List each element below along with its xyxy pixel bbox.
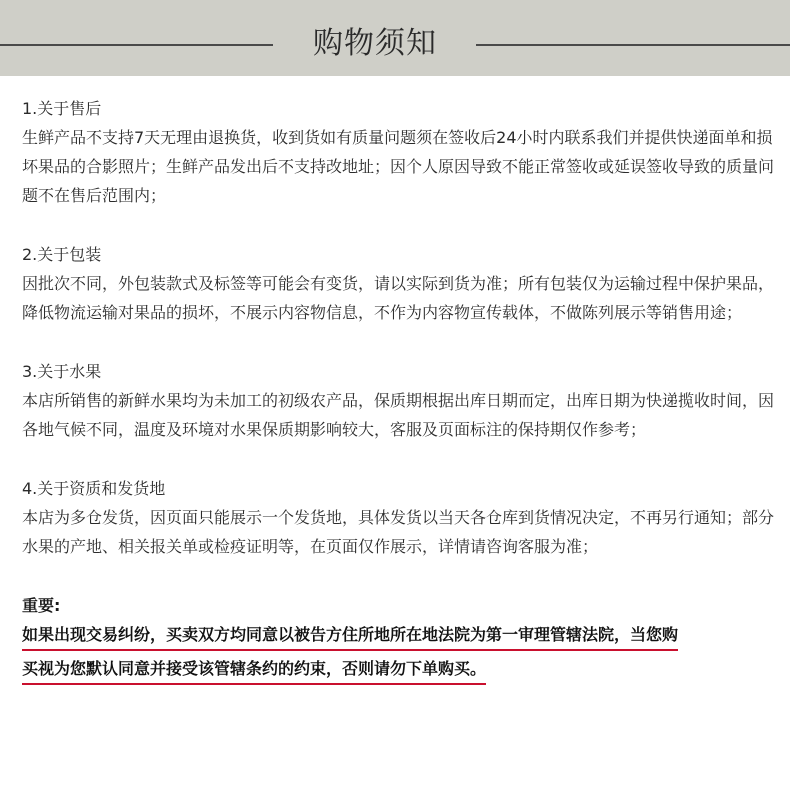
header-rule-left [0,44,273,46]
section-heading: 1.关于售后 [22,99,102,118]
important-notice [22,591,774,685]
section-heading: 3.关于水果 [22,362,102,381]
section-fruit [22,357,774,444]
section-heading: 4.关于资质和发货地 [22,479,166,498]
section-after-sales [22,94,774,210]
important-warning-line-2: 买视为您默认同意并接受该管辖条约的约束，否则请勿下单购买。 [22,654,486,685]
notice-content [22,94,774,688]
section-packaging [22,240,774,327]
header-rule-right [476,44,790,46]
section-body: 本店为多仓发货，因页面只能展示一个发货地，具体发货以当天各仓库到货情况决定，不再另行通知；部分水果的产地、相关报关单或检疫证明等，在页面仅作展示，详情请咨询客服为准； [22,508,775,556]
section-body: 因批次不同，外包装款式及标签等可能会有变货，请以实际到货为准；所有包装仅为运输过程中保护果品，降低物流运输对果品的损坏，不展示内容物信息，不作为内容物宣传载体，不做陈列展示等销售用途； [22,274,775,322]
important-warning-line-1: 如果出现交易纠纷，买卖双方均同意以被告方住所地所在地法院为第一审理管辖法院，当您购 [22,620,678,651]
header-banner [0,0,790,76]
page-title: 购物须知 [313,26,437,61]
section-body: 本店所销售的新鲜水果均为未加工的初级农产品，保质期根据出库日期而定，出库日期为快递揽收时间，因各地气候不同，温度及环境对水果保质期影响较大，客服及页面标注的保持期仅作参考； [22,391,775,439]
section-body: 生鲜产品不支持7天无理由退换货，收到货如有质量问题须在签收后24小时内联系我们并提供快递面单和损坏果品的合影照片；生鲜产品发出后不支持改地址；因个人原因导致不能正常签收或延误签收导致的质量问题不在售后范围内； [22,128,775,205]
section-qualification-shipping [22,474,774,561]
important-warning [22,620,774,685]
section-heading: 2.关于包装 [22,245,102,264]
important-label: 重要: [22,596,61,615]
